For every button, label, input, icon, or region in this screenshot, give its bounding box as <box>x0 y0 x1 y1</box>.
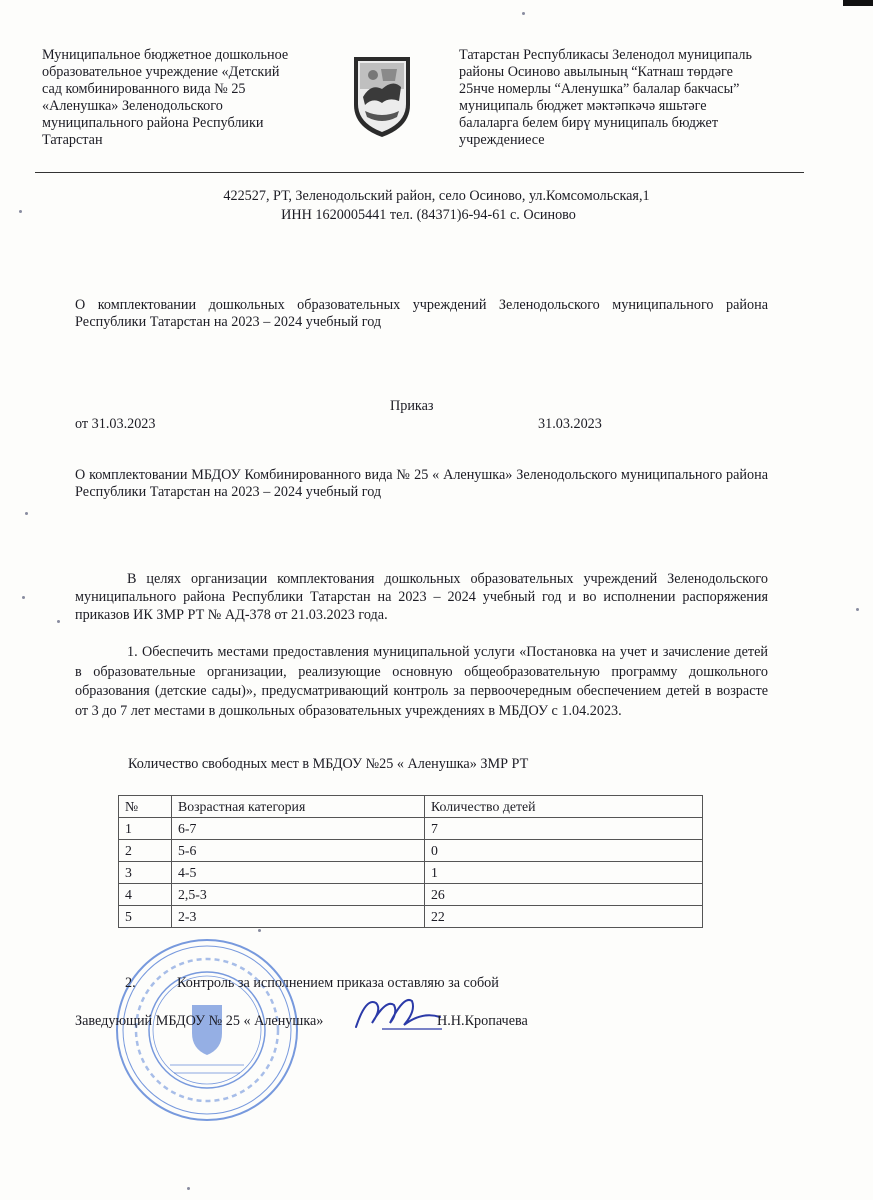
item-2-text: Контроль за исполнением приказа оставляю за собой <box>177 975 499 991</box>
header-left-line: Татарстан <box>42 132 103 148</box>
table-cell: 4-5 <box>172 862 425 884</box>
order-subject: О комплектовании МБДОУ Комбинированного вида № 25 « Аленушка» Зеленодольского муниципального района Республики Татарстан на 2023 – 2024 учебный год <box>75 467 768 500</box>
signer-position: Заведующий МБДОУ № 25 « Аленушка» <box>75 1013 324 1029</box>
item-2-number: 2. <box>125 975 136 991</box>
document-topic: О комплектовании дошкольных образовательных учреждений Зеленодольского муниципального района Республики Татарстан на 2023 – 2024 учебный год <box>75 297 768 330</box>
table-header-cell: Количество детей <box>425 796 703 818</box>
header-right-line: балаларга белем бирү муниципаль бюджет <box>459 115 719 131</box>
scan-speck <box>25 512 28 515</box>
scan-speck <box>19 210 22 213</box>
scan-speck <box>22 596 25 599</box>
table-row <box>119 884 703 906</box>
order-date-left: от 31.03.2023 <box>75 416 156 432</box>
table-cell: 5-6 <box>172 840 425 862</box>
table-row <box>119 906 703 928</box>
table-cell: 6-7 <box>172 818 425 840</box>
address-line: 422527, РТ, Зеленодольский район, село Осиново, ул.Комсомольская,1 <box>223 188 650 204</box>
table-cell: 4 <box>119 884 172 906</box>
scan-speck <box>57 620 60 623</box>
table-cell: 5 <box>119 906 172 928</box>
handwritten-signature <box>352 993 444 1033</box>
table-cell: 1 <box>119 818 172 840</box>
table-cell: 2-3 <box>172 906 425 928</box>
order-item-1: 1. Обеспечить местами предоставления муниципальной услуги «Постановка на учет и зачисление детей в образовательные организации, реализующие основную общеобразовательную программу дошкольного образования (детские сады)», предусматривающий контроль за первоочередным обеспечением детей в возрасте от 3 до 7 лет местами в дошкольных образовательных учреждениях в МБДОУ с 1.04.2023. <box>75 644 768 719</box>
seats-table-title: Количество свободных мест в МБДОУ №25 « Аленушка» ЗМР РТ <box>128 756 529 772</box>
header-divider <box>35 172 804 173</box>
scan-speck <box>522 12 525 15</box>
official-stamp <box>112 935 302 1125</box>
table-cell: 0 <box>425 840 703 862</box>
signer-name: Н.Н.Кропачева <box>437 1013 528 1029</box>
scan-speck <box>258 929 261 932</box>
scan-speck <box>187 1187 190 1190</box>
scan-speck <box>856 608 859 611</box>
order-date-right: 31.03.2023 <box>538 416 602 432</box>
table-cell: 2 <box>119 840 172 862</box>
table-header-cell: Возрастная категория <box>172 796 425 818</box>
scan-edge-mark <box>843 0 873 6</box>
table-row <box>119 862 703 884</box>
table-cell: 22 <box>425 906 703 928</box>
header-left-organization <box>42 47 332 149</box>
table-cell: 26 <box>425 884 703 906</box>
header-right-line: 25нче номерлы “Аленушка” балалар бакчасы” <box>459 81 740 97</box>
order-title: Приказ <box>390 398 434 414</box>
free-seats-table <box>118 795 703 928</box>
header-left-line: «Аленушка» Зеленодольского <box>42 98 223 114</box>
header-left-line: муниципального района Республики <box>42 115 264 131</box>
header-right-organization <box>459 47 804 149</box>
header-right-line: муниципаль бюджет мәктәпкәчә яшьтәге <box>459 98 707 114</box>
table-row <box>119 840 703 862</box>
header-left-line: сад комбинированного вида № 25 <box>42 81 246 97</box>
table-header-cell: № <box>119 796 172 818</box>
table-row <box>119 818 703 840</box>
preamble-paragraph: В целях организации комплектования дошкольных образовательных учреждений Зеленодольского муниципального района Республики Татарстан на 2023 – 2024 учебный год и во исполнении распоряжения приказов ИК ЗМР РТ № АД-378 от 21.03.2023 года. <box>75 571 768 623</box>
order-item-2 <box>125 975 499 992</box>
table-header-row <box>119 796 703 818</box>
header-left-line: Муниципальное бюджетное дошкольное <box>42 47 289 63</box>
table-cell: 1 <box>425 862 703 884</box>
table-cell: 7 <box>425 818 703 840</box>
table-cell: 3 <box>119 862 172 884</box>
coat-of-arms-emblem <box>351 53 413 139</box>
header-right-line: районы Осиново авылының “Катнаш төрдәге <box>459 64 733 80</box>
header-right-line: Татарстан Республикасы Зеленодол муниципаль <box>459 47 752 63</box>
header-right-line: учреждениесе <box>459 132 545 148</box>
table-cell: 2,5-3 <box>172 884 425 906</box>
header-left-line: образовательное учреждение «Детский <box>42 64 280 80</box>
inn-phone-line: ИНН 1620005441 тел. (84371)6-94-61 с. Осиново <box>281 207 576 223</box>
